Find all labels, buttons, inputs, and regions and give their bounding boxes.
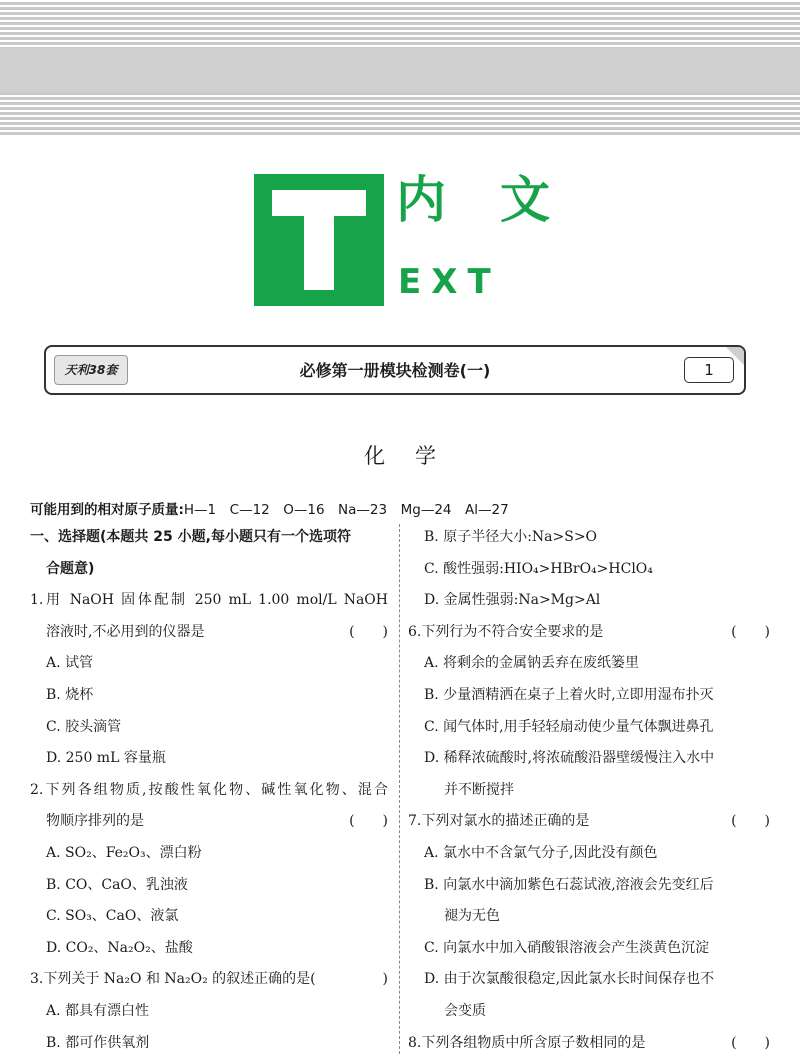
- logo-t-bar: [272, 190, 366, 216]
- answer-paren[interactable]: ( ): [731, 1028, 770, 1059]
- section-heading: 一、选择题(本题共 25 小题,每小题只有一个选项符: [30, 522, 388, 554]
- q2-option-a: A. SO₂、Fe₂O₃、漂白粉: [30, 838, 388, 870]
- q7-option-d: D. 由于次氯酸很稳定,因此氯水长时间保存也不: [408, 964, 770, 996]
- q7-option-b-cont: 褪为无色: [408, 901, 770, 933]
- answer-paren[interactable]: ( ): [349, 617, 388, 649]
- q6-option-b: B. 少量酒精洒在桌子上着火时,立即用湿布扑灭: [408, 680, 770, 712]
- q7-option-b: B. 向氯水中滴加紫色石蕊试液,溶液会先变红后: [408, 870, 770, 902]
- q1-option-d: D. 250 mL 容量瓶: [30, 743, 388, 775]
- question-3: 3.下列关于 Na₂O 和 Na₂O₂ 的叙述正确的是( ): [30, 964, 388, 996]
- logo-chinese-title: 内文: [396, 170, 604, 230]
- q7-option-d-cont: 会变质: [408, 996, 770, 1028]
- atomic-masses-label: 可能用到的相对原子质量:: [30, 502, 184, 518]
- question-7: 7.下列对氯水的描述正确的是 ( ): [408, 806, 770, 838]
- question-1-cont: 溶液时,不必用到的仪器是 ( ): [30, 617, 388, 649]
- q6-option-c: C. 闻气体时,用手轻轻扇动使少量气体飘进鼻孔: [408, 712, 770, 744]
- question-8: 8.下列各组物质中所含原子数相同的是 ( ): [408, 1028, 770, 1059]
- section-heading-cont: 合题意): [30, 554, 388, 586]
- q6-option-d-cont: 并不断搅拌: [408, 775, 770, 807]
- header-band: [0, 48, 800, 92]
- logo-t-stem: [304, 216, 334, 290]
- q2-option-b: B. CO、CaO、乳浊液: [30, 870, 388, 902]
- q1-option-a: A. 试管: [30, 648, 388, 680]
- question-2: 2.下列各组物质,按酸性氧化物、碱性氧化物、混合: [30, 775, 388, 807]
- q2-option-d: D. CO₂、Na₂O₂、盐酸: [30, 933, 388, 965]
- column-divider: [399, 524, 400, 1054]
- q7-option-a: A. 氯水中不含氯气分子,因此没有颜色: [408, 838, 770, 870]
- q1-option-b: B. 烧杯: [30, 680, 388, 712]
- exam-title: 必修第一册模块检测卷(一): [46, 358, 744, 381]
- q6-option-d: D. 稀释浓硫酸时,将浓硫酸沿器壁缓慢注入水中: [408, 743, 770, 775]
- subject-title: 化学: [0, 440, 800, 470]
- answer-paren[interactable]: ): [383, 964, 388, 996]
- page-number: 1: [684, 357, 734, 383]
- brand-logo: 天利38套: [54, 355, 128, 385]
- q6-option-a: A. 将剩余的金属钠丢弃在废纸篓里: [408, 648, 770, 680]
- exam-title-banner: [44, 345, 746, 395]
- question-2-cont: 物顺序排列的是 ( ): [30, 806, 388, 838]
- logo-english-title: EXT: [398, 262, 501, 302]
- q7-option-c: C. 向氯水中加入硝酸银溶液会产生淡黄色沉淀: [408, 933, 770, 965]
- q2-option-c: C. SO₃、CaO、液氯: [30, 901, 388, 933]
- q1-option-c: C. 胶头滴管: [30, 712, 388, 744]
- atomic-masses: [30, 498, 509, 518]
- header-stripes: [0, 0, 800, 135]
- q5-option-d: D. 金属性强弱:Na>Mg>Al: [408, 585, 770, 617]
- q5-option-b: B. 原子半径大小:Na>S>O: [408, 522, 770, 554]
- q3-option-b: B. 都可作供氧剂: [30, 1028, 388, 1059]
- atomic-masses-values: H—1 C—12 O—16 Na—23 Mg—24 Al—27: [184, 502, 509, 518]
- left-column: [30, 522, 388, 1059]
- answer-paren[interactable]: ( ): [731, 806, 770, 838]
- answer-paren[interactable]: ( ): [349, 806, 388, 838]
- question-1: 1.用 NaOH 固体配制 250 mL 1.00 mol/L NaOH: [30, 585, 388, 617]
- right-column: [408, 522, 770, 1059]
- text-logo-box: [254, 174, 384, 306]
- q5-option-c: C. 酸性强弱:HIO₄>HBrO₄>HClO₄: [408, 554, 770, 586]
- question-6: 6.下列行为不符合安全要求的是 ( ): [408, 617, 770, 649]
- q3-option-a: A. 都具有漂白性: [30, 996, 388, 1028]
- answer-paren[interactable]: ( ): [731, 617, 770, 649]
